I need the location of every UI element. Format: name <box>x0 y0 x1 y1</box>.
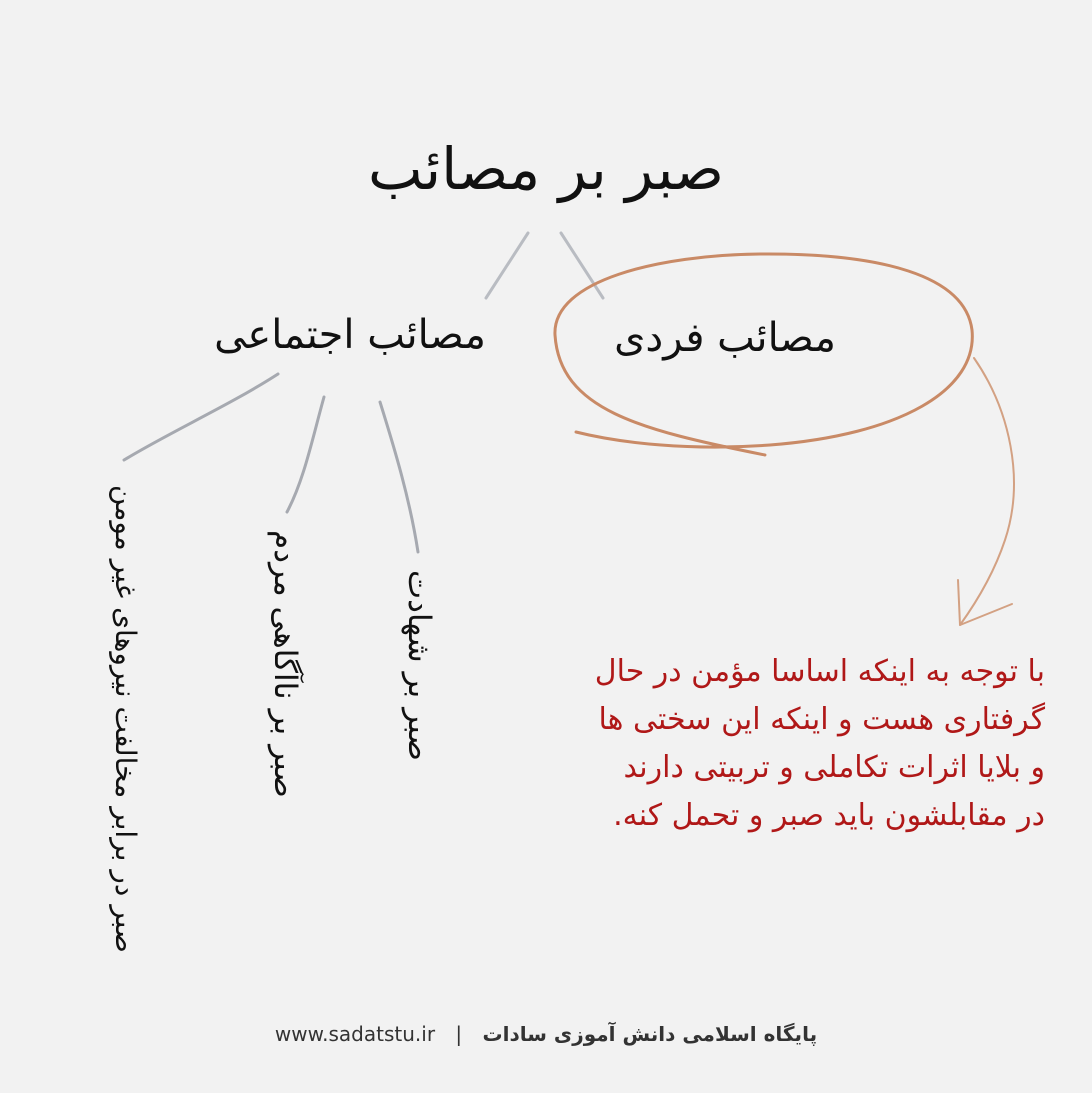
note-line: گرفتاری هست و اینکه این سختی ها <box>598 702 1045 737</box>
note-line: در مقابلشون باید صبر و تحمل کنه. <box>613 798 1045 833</box>
diagram-title: صبر بر مصائب <box>368 135 724 203</box>
branch-social: مصائب اجتماعی <box>214 312 486 358</box>
footer-brand: پایگاه اسلامی دانش آموزی سادات <box>482 1022 818 1046</box>
note-line: با توجه به اینکه اساسا مؤمن در حال <box>594 654 1045 689</box>
footer-url[interactable]: www.sadatstu.ir <box>274 1022 436 1046</box>
highlight-arrow <box>960 358 1014 625</box>
note-line: و بلایا اثرات تکاملی و تربیتی دارند <box>623 750 1045 785</box>
connector-social-child-1 <box>124 374 278 460</box>
connector-title-social <box>486 233 528 298</box>
social-child-opposition: صبر در برابر مخالفت نیروهای غیر مومن <box>109 485 142 953</box>
footer <box>0 1022 1092 1046</box>
personal-note <box>540 648 1045 840</box>
social-child-ignorance: صبر بر ناآگاهی مردم <box>267 530 303 798</box>
footer-separator: | <box>455 1022 463 1046</box>
branch-personal: مصائب فردی <box>614 315 836 361</box>
connector-title-personal <box>561 233 603 298</box>
social-child-martyrdom: صبر بر شهادت <box>401 570 437 761</box>
